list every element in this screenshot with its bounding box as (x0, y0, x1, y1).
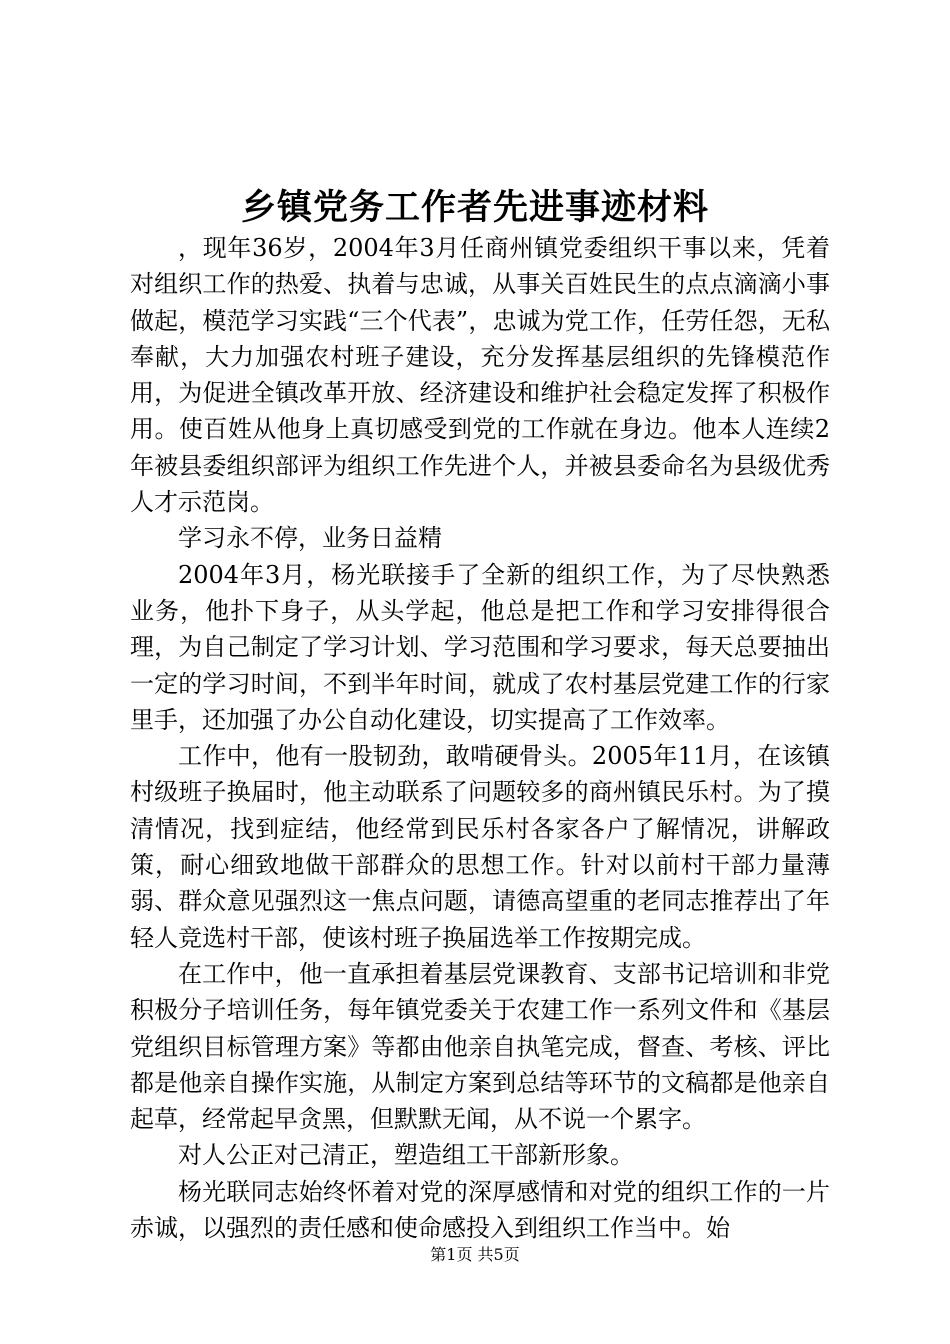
paragraph-integrity: 杨光联同志始终怀着对党的深厚感情和对党的组织工作的一片赤诚，以强烈的责任感和使命感投入到组织工作当中。始 (130, 1177, 830, 1243)
document-body (130, 230, 830, 1246)
paragraph-intro: ，现年36岁，2004年3月任商州镇党委组织干事以来，凭着对组织工作的热爱、执着与忠诚，从事关百姓民生的点点滴滴小事做起，模范学习实践“三个代表”，忠诚为党工作，任劳任怨，无私奉献，大力加强农村班子建设，充分发挥基层组织的先锋模范作用，为促进全镇改革开放、经济建设和维护社会稳定发挥了积极作用。使百姓从他身上真切感受到党的工作就在身边。他本人连续2年被县委组织部评为组织工作先进个人，并被县委命名为县级优秀人才示范岗。 (130, 234, 830, 517)
paragraph-training: 在工作中，他一直承担着基层党课教育、支部书记培训和非党积极分子培训任务，每年镇党委关于农建工作一系列文件和《基层党组织目标管理方案》等都由他亲自执笔完成，督查、考核、评比都是他亲自操作实施，从制定方案到总结等环节的文稿都是他亲自起草，经常起早贪黑，但默默无闻，从不说一个累字。 (130, 959, 830, 1134)
document-title: 乡镇党务工作者先进事迹材料 (240, 187, 709, 228)
page-number-footer: 第1页 共5页 (430, 1245, 520, 1264)
section-heading-study: 学习永不停，业务日益精 (178, 524, 442, 553)
section-heading-integrity: 对人公正对己清正，塑造组工干部新形象。 (178, 1141, 634, 1170)
paragraph-perseverance: 工作中，他有一股韧劲，敢啃硬骨头。2005年11月，在该镇村级班子换届时，他主动联系了问题较多的商州镇民乐村。为了摸清情况，找到症结，他经常到民乐村各家各户了解情况，讲解政策，耐心细致地做干部群众的思想工作。针对以前村干部力量薄弱、群众意见强烈这一焦点问题，请德高望重的老同志推荐出了年轻人竞选村干部，使该村班子换届选举工作按期完成。 (130, 742, 830, 952)
paragraph-study: 2004年3月，杨光联接手了全新的组织工作，为了尽快熟悉业务，他扑下身子，从头学起，他总是把工作和学习安排得很合理，为自己制定了学习计划、学习范围和学习要求，每天总要抽出一定的学习时间，不到半年时间，就成了农村基层党建工作的行家里手，还加强了办公自动化建设，切实提高了工作效率。 (130, 560, 830, 734)
